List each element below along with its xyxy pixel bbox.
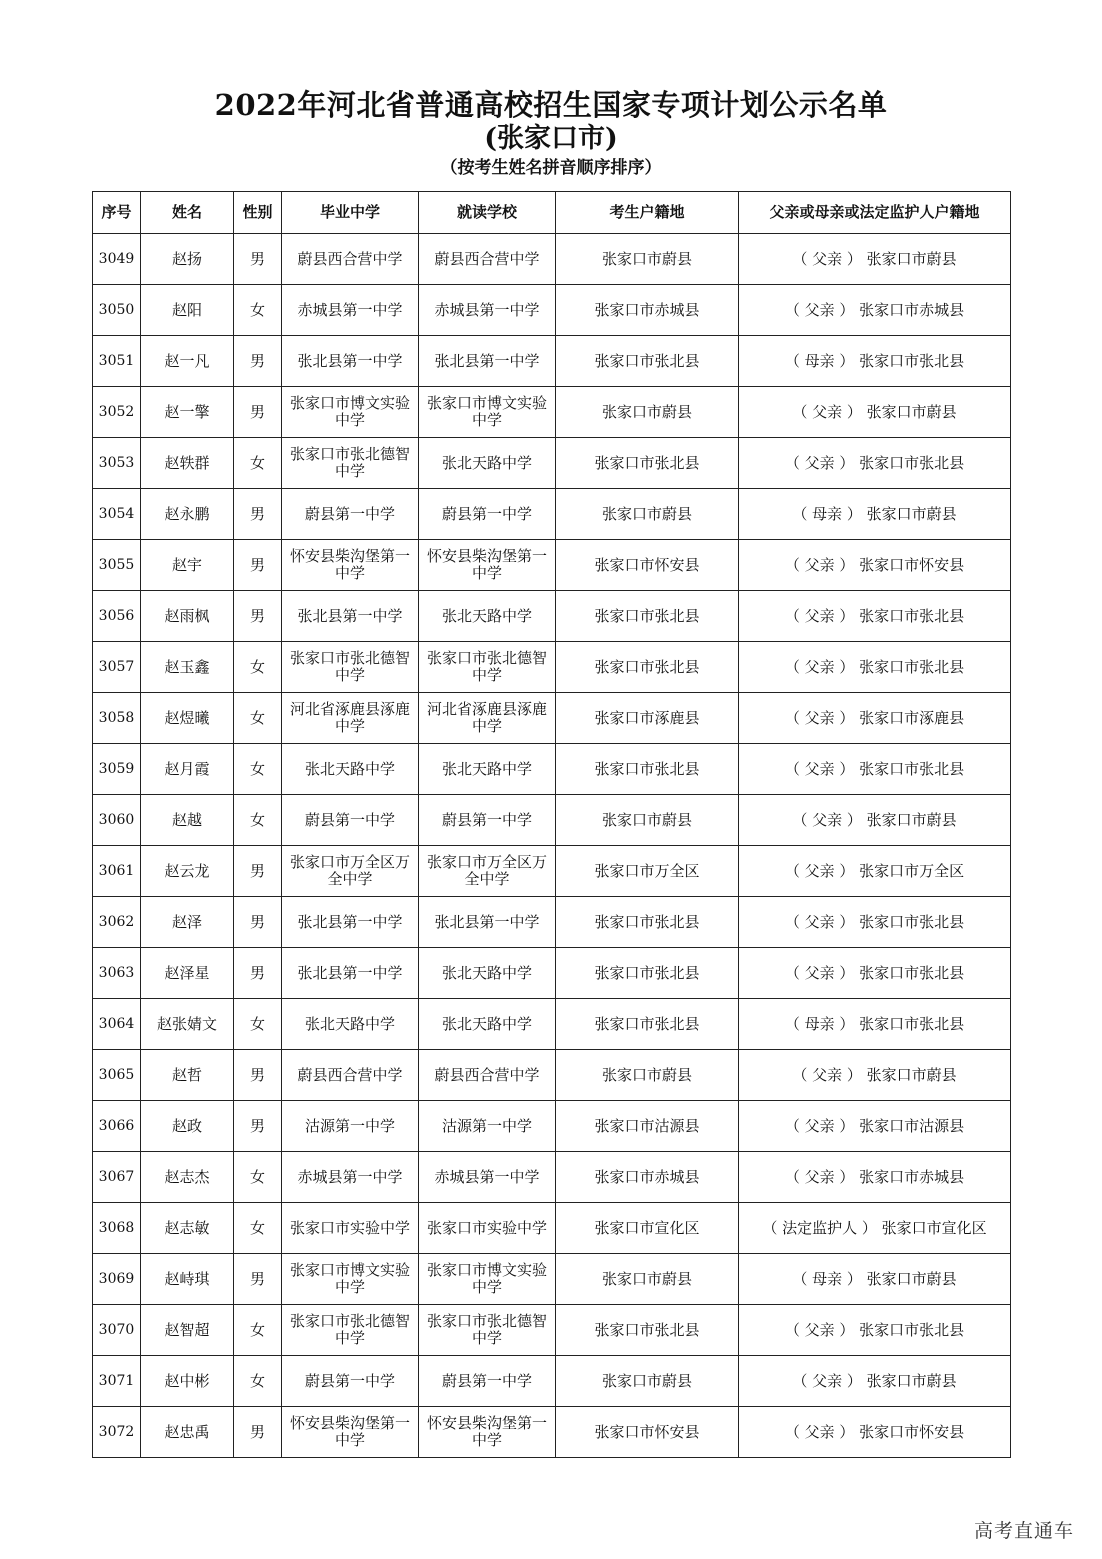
sort-note: （按考生姓名拼音顺序排序） [440, 158, 662, 178]
cell-student-residence: 张家口市涿鹿县 [556, 693, 739, 744]
cell-seq: 3066 [93, 1101, 141, 1152]
cell-name: 赵轶群 [141, 438, 234, 489]
cell-gender: 女 [234, 1152, 282, 1203]
cell-student-residence: 张家口市蔚县 [556, 387, 739, 438]
cell-guardian-residence: （ 父亲 ） 张家口市万全区 [739, 846, 1011, 897]
cell-seq: 3055 [93, 540, 141, 591]
cell-graduated-school: 张北县第一中学 [282, 336, 419, 387]
table-body [93, 234, 1011, 1458]
header-gender: 性别 [234, 192, 282, 234]
cell-name: 赵峙琪 [141, 1254, 234, 1305]
cell-guardian-residence: （ 母亲 ） 张家口市张北县 [739, 336, 1011, 387]
cell-graduated-school: 张北天路中学 [282, 744, 419, 795]
cell-guardian-residence: （ 父亲 ） 张家口市赤城县 [739, 285, 1011, 336]
cell-current-school: 张北县第一中学 [419, 897, 556, 948]
cell-student-residence: 张家口市蔚县 [556, 1254, 739, 1305]
table-row [93, 285, 1011, 336]
cell-graduated-school: 蔚县第一中学 [282, 1356, 419, 1407]
cell-graduated-school: 怀安县柴沟堡第一中学 [282, 540, 419, 591]
cell-seq: 3052 [93, 387, 141, 438]
cell-gender: 女 [234, 744, 282, 795]
cell-name: 赵泽 [141, 897, 234, 948]
table-row [93, 234, 1011, 285]
cell-student-residence: 张家口市蔚县 [556, 1356, 739, 1407]
cell-current-school: 蔚县西合营中学 [419, 234, 556, 285]
cell-current-school: 张家口市张北德智中学 [419, 1305, 556, 1356]
cell-guardian-residence: （ 父亲 ） 张家口市张北县 [739, 744, 1011, 795]
cell-graduated-school: 张北县第一中学 [282, 948, 419, 999]
cell-graduated-school: 沽源第一中学 [282, 1101, 419, 1152]
cell-guardian-residence: （ 父亲 ） 张家口市蔚县 [739, 234, 1011, 285]
cell-name: 赵月霞 [141, 744, 234, 795]
cell-gender: 女 [234, 1305, 282, 1356]
cell-gender: 女 [234, 1203, 282, 1254]
table-row [93, 897, 1011, 948]
table-row [93, 489, 1011, 540]
cell-name: 赵张婧文 [141, 999, 234, 1050]
cell-student-residence: 张家口市蔚县 [556, 1050, 739, 1101]
cell-seq: 3051 [93, 336, 141, 387]
cell-name: 赵云龙 [141, 846, 234, 897]
cell-name: 赵越 [141, 795, 234, 846]
cell-student-residence: 张家口市万全区 [556, 846, 739, 897]
cell-guardian-residence: （ 父亲 ） 张家口市张北县 [739, 948, 1011, 999]
cell-gender: 女 [234, 795, 282, 846]
cell-gender: 女 [234, 1356, 282, 1407]
cell-graduated-school: 张家口市万全区万全中学 [282, 846, 419, 897]
cell-current-school: 张北天路中学 [419, 744, 556, 795]
cell-student-residence: 张家口市张北县 [556, 1305, 739, 1356]
cell-seq: 3071 [93, 1356, 141, 1407]
cell-graduated-school: 赤城县第一中学 [282, 285, 419, 336]
cell-graduated-school: 张北天路中学 [282, 999, 419, 1050]
table-row [93, 1407, 1011, 1458]
cell-graduated-school: 蔚县第一中学 [282, 489, 419, 540]
cell-guardian-residence: （ 父亲 ） 张家口市蔚县 [739, 795, 1011, 846]
cell-student-residence: 张家口市张北县 [556, 336, 739, 387]
cell-seq: 3054 [93, 489, 141, 540]
cell-graduated-school: 张家口市张北德智中学 [282, 438, 419, 489]
cell-guardian-residence: （ 父亲 ） 张家口市蔚县 [739, 1356, 1011, 1407]
cell-guardian-residence: （ 父亲 ） 张家口市张北县 [739, 642, 1011, 693]
cell-student-residence: 张家口市赤城县 [556, 285, 739, 336]
cell-seq: 3049 [93, 234, 141, 285]
cell-name: 赵中彬 [141, 1356, 234, 1407]
table-row [93, 1101, 1011, 1152]
cell-graduated-school: 张北县第一中学 [282, 591, 419, 642]
cell-guardian-residence: （ 父亲 ） 张家口市怀安县 [739, 540, 1011, 591]
cell-gender: 女 [234, 693, 282, 744]
document-title: 2022年河北省普通高校招生国家专项计划公示名单 [214, 88, 888, 122]
cell-seq: 3065 [93, 1050, 141, 1101]
cell-graduated-school: 蔚县西合营中学 [282, 234, 419, 285]
cell-name: 赵忠禹 [141, 1407, 234, 1458]
cell-guardian-residence: （ 父亲 ） 张家口市怀安县 [739, 1407, 1011, 1458]
header-current-school: 就读学校 [419, 192, 556, 234]
cell-seq: 3050 [93, 285, 141, 336]
cell-guardian-residence: （ 父亲 ） 张家口市张北县 [739, 591, 1011, 642]
cell-gender: 男 [234, 489, 282, 540]
cell-seq: 3061 [93, 846, 141, 897]
cell-student-residence: 张家口市蔚县 [556, 234, 739, 285]
cell-current-school: 张北天路中学 [419, 999, 556, 1050]
table-row [93, 1356, 1011, 1407]
cell-gender: 女 [234, 438, 282, 489]
cell-seq: 3062 [93, 897, 141, 948]
table-row [93, 948, 1011, 999]
cell-current-school: 张家口市张北德智中学 [419, 642, 556, 693]
cell-student-residence: 张家口市沽源县 [556, 1101, 739, 1152]
cell-current-school: 张北天路中学 [419, 948, 556, 999]
table-row [93, 744, 1011, 795]
cell-guardian-residence: （ 法定监护人 ） 张家口市宣化区 [739, 1203, 1011, 1254]
cell-name: 赵政 [141, 1101, 234, 1152]
cell-name: 赵志杰 [141, 1152, 234, 1203]
cell-graduated-school: 张家口市张北德智中学 [282, 642, 419, 693]
cell-current-school: 张家口市博文实验中学 [419, 1254, 556, 1305]
cell-graduated-school: 蔚县第一中学 [282, 795, 419, 846]
cell-student-residence: 张家口市张北县 [556, 438, 739, 489]
document-title-block [0, 86, 1102, 182]
cell-seq: 3068 [93, 1203, 141, 1254]
cell-seq: 3053 [93, 438, 141, 489]
cell-seq: 3057 [93, 642, 141, 693]
cell-graduated-school: 河北省涿鹿县涿鹿中学 [282, 693, 419, 744]
cell-gender: 男 [234, 1254, 282, 1305]
table-row [93, 336, 1011, 387]
cell-seq: 3069 [93, 1254, 141, 1305]
cell-gender: 女 [234, 285, 282, 336]
cell-graduated-school: 张家口市博文实验中学 [282, 1254, 419, 1305]
cell-graduated-school: 张家口市博文实验中学 [282, 387, 419, 438]
cell-name: 赵宇 [141, 540, 234, 591]
cell-seq: 3056 [93, 591, 141, 642]
cell-current-school: 蔚县第一中学 [419, 489, 556, 540]
roster-table [92, 191, 1011, 1458]
cell-current-school: 沽源第一中学 [419, 1101, 556, 1152]
table-row [93, 846, 1011, 897]
cell-current-school: 怀安县柴沟堡第一中学 [419, 1407, 556, 1458]
table-row [93, 1152, 1011, 1203]
cell-guardian-residence: （ 父亲 ） 张家口市蔚县 [739, 387, 1011, 438]
cell-student-residence: 张家口市张北县 [556, 999, 739, 1050]
cell-seq: 3072 [93, 1407, 141, 1458]
cell-student-residence: 张家口市蔚县 [556, 795, 739, 846]
table-row [93, 999, 1011, 1050]
cell-student-residence: 张家口市张北县 [556, 948, 739, 999]
table-row [93, 1254, 1011, 1305]
header-seq: 序号 [93, 192, 141, 234]
cell-gender: 男 [234, 846, 282, 897]
table-row [93, 438, 1011, 489]
cell-current-school: 河北省涿鹿县涿鹿中学 [419, 693, 556, 744]
cell-graduated-school: 蔚县西合营中学 [282, 1050, 419, 1101]
document-subtitle-city: (张家口市) [484, 123, 618, 154]
cell-student-residence: 张家口市怀安县 [556, 540, 739, 591]
cell-guardian-residence: （ 父亲 ） 张家口市张北县 [739, 1305, 1011, 1356]
cell-gender: 男 [234, 540, 282, 591]
cell-seq: 3063 [93, 948, 141, 999]
header-guardian-residence: 父亲或母亲或法定监护人户籍地 [739, 192, 1011, 234]
table-row [93, 591, 1011, 642]
header-name: 姓名 [141, 192, 234, 234]
table-header [93, 192, 1011, 234]
cell-name: 赵志敏 [141, 1203, 234, 1254]
table-row [93, 642, 1011, 693]
cell-graduated-school: 张家口市实验中学 [282, 1203, 419, 1254]
cell-student-residence: 张家口市张北县 [556, 897, 739, 948]
cell-name: 赵雨枫 [141, 591, 234, 642]
cell-gender: 男 [234, 591, 282, 642]
cell-current-school: 张家口市博文实验中学 [419, 387, 556, 438]
cell-gender: 男 [234, 1407, 282, 1458]
cell-student-residence: 张家口市张北县 [556, 642, 739, 693]
cell-gender: 男 [234, 1050, 282, 1101]
cell-name: 赵阳 [141, 285, 234, 336]
cell-student-residence: 张家口市张北县 [556, 744, 739, 795]
cell-current-school: 怀安县柴沟堡第一中学 [419, 540, 556, 591]
cell-seq: 3058 [93, 693, 141, 744]
watermark-text: 高考直通车 [973, 1520, 1074, 1542]
cell-current-school: 张家口市万全区万全中学 [419, 846, 556, 897]
cell-graduated-school: 张家口市张北德智中学 [282, 1305, 419, 1356]
cell-name: 赵永鹏 [141, 489, 234, 540]
cell-guardian-residence: （ 父亲 ） 张家口市沽源县 [739, 1101, 1011, 1152]
cell-graduated-school: 怀安县柴沟堡第一中学 [282, 1407, 419, 1458]
cell-current-school: 张家口市实验中学 [419, 1203, 556, 1254]
cell-guardian-residence: （ 父亲 ） 张家口市蔚县 [739, 1050, 1011, 1101]
cell-name: 赵哲 [141, 1050, 234, 1101]
cell-seq: 3070 [93, 1305, 141, 1356]
cell-current-school: 赤城县第一中学 [419, 285, 556, 336]
table-row [93, 795, 1011, 846]
cell-student-residence: 张家口市宣化区 [556, 1203, 739, 1254]
header-student-residence: 考生户籍地 [556, 192, 739, 234]
cell-guardian-residence: （ 母亲 ） 张家口市蔚县 [739, 489, 1011, 540]
cell-current-school: 张北县第一中学 [419, 336, 556, 387]
cell-guardian-residence: （ 父亲 ） 张家口市涿鹿县 [739, 693, 1011, 744]
cell-student-residence: 张家口市蔚县 [556, 489, 739, 540]
header-row [93, 192, 1011, 234]
cell-gender: 男 [234, 1101, 282, 1152]
cell-guardian-residence: （ 父亲 ） 张家口市张北县 [739, 897, 1011, 948]
cell-current-school: 赤城县第一中学 [419, 1152, 556, 1203]
cell-student-residence: 张家口市张北县 [556, 591, 739, 642]
cell-guardian-residence: （ 父亲 ） 张家口市赤城县 [739, 1152, 1011, 1203]
cell-current-school: 蔚县第一中学 [419, 795, 556, 846]
cell-guardian-residence: （ 母亲 ） 张家口市张北县 [739, 999, 1011, 1050]
cell-name: 赵扬 [141, 234, 234, 285]
cell-gender: 男 [234, 234, 282, 285]
cell-graduated-school: 张北县第一中学 [282, 897, 419, 948]
cell-student-residence: 张家口市赤城县 [556, 1152, 739, 1203]
cell-name: 赵泽星 [141, 948, 234, 999]
cell-seq: 3064 [93, 999, 141, 1050]
table-row [93, 1305, 1011, 1356]
table-row [93, 1050, 1011, 1101]
cell-name: 赵一凡 [141, 336, 234, 387]
cell-gender: 男 [234, 897, 282, 948]
cell-gender: 男 [234, 387, 282, 438]
header-graduated-school: 毕业中学 [282, 192, 419, 234]
cell-current-school: 蔚县西合营中学 [419, 1050, 556, 1101]
cell-guardian-residence: （ 父亲 ） 张家口市张北县 [739, 438, 1011, 489]
cell-seq: 3059 [93, 744, 141, 795]
cell-current-school: 张北天路中学 [419, 438, 556, 489]
cell-name: 赵一擎 [141, 387, 234, 438]
cell-graduated-school: 赤城县第一中学 [282, 1152, 419, 1203]
cell-name: 赵玉鑫 [141, 642, 234, 693]
cell-guardian-residence: （ 母亲 ） 张家口市蔚县 [739, 1254, 1011, 1305]
cell-name: 赵煜曦 [141, 693, 234, 744]
cell-gender: 女 [234, 999, 282, 1050]
table-row [93, 1203, 1011, 1254]
cell-gender: 男 [234, 948, 282, 999]
cell-name: 赵智超 [141, 1305, 234, 1356]
table-row [93, 693, 1011, 744]
cell-current-school: 蔚县第一中学 [419, 1356, 556, 1407]
cell-seq: 3060 [93, 795, 141, 846]
cell-current-school: 张北天路中学 [419, 591, 556, 642]
cell-gender: 女 [234, 642, 282, 693]
table-row [93, 540, 1011, 591]
table-row [93, 387, 1011, 438]
cell-gender: 男 [234, 336, 282, 387]
cell-seq: 3067 [93, 1152, 141, 1203]
cell-student-residence: 张家口市怀安县 [556, 1407, 739, 1458]
